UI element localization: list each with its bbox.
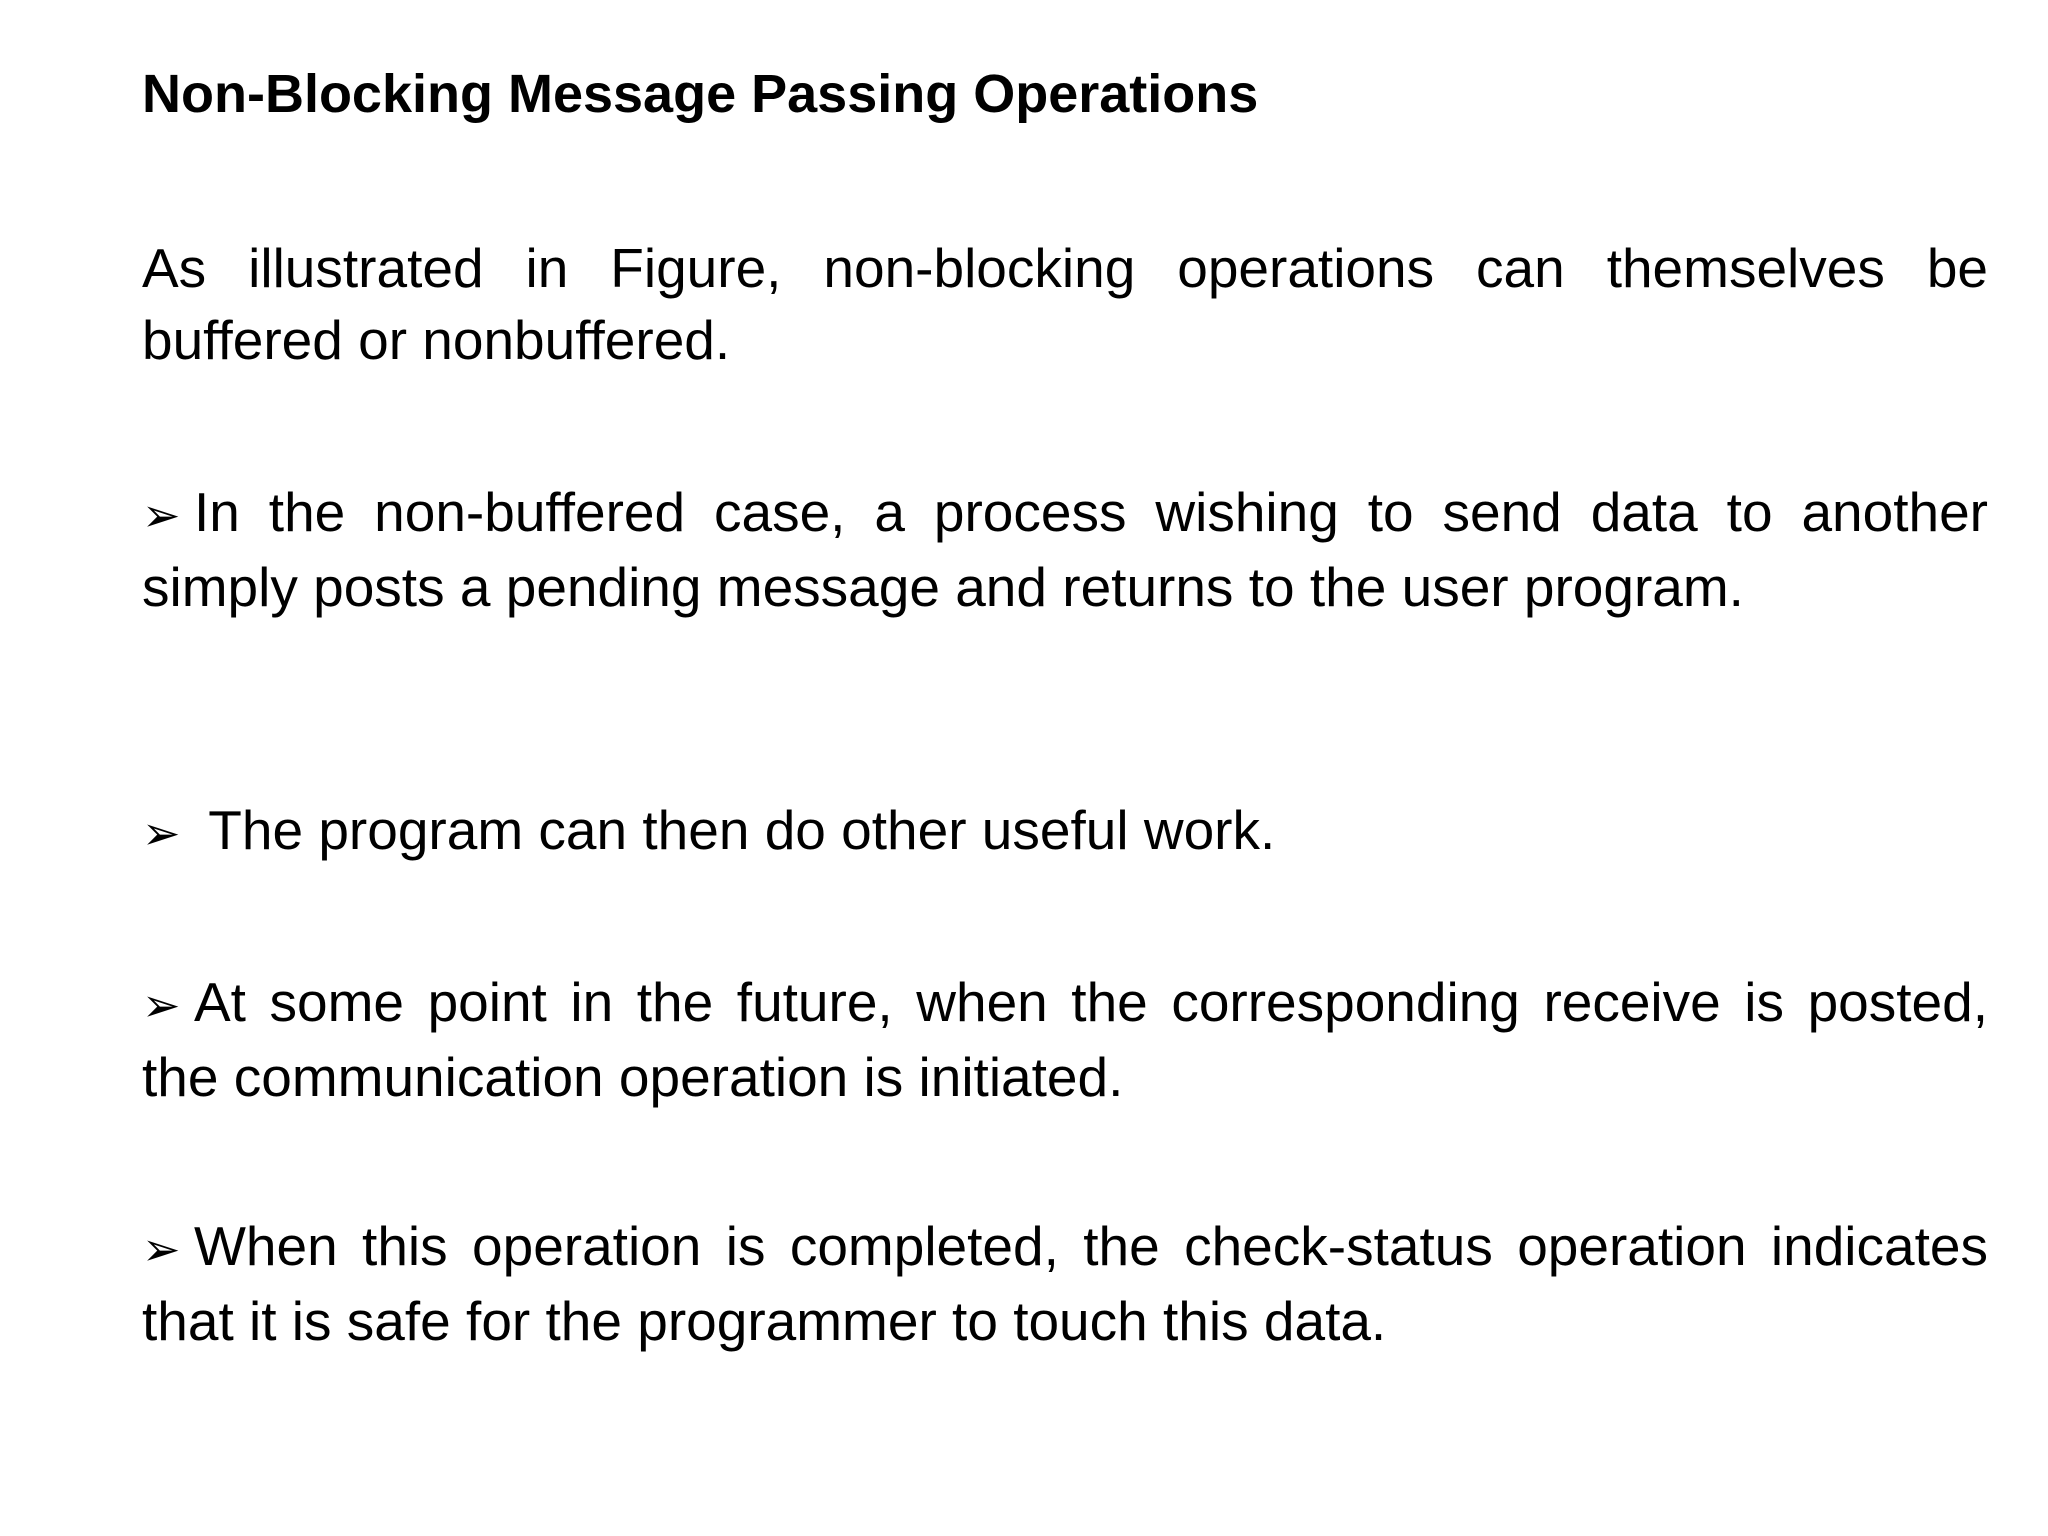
arrowhead-bullet-icon: ➢ [142, 1222, 181, 1276]
slide-title: Non-Blocking Message Passing Operations [142, 64, 1259, 124]
bullet-text: When this operation is completed, the check-status operation indicates that it is safe for the programmer to touch this data. [142, 1215, 1988, 1352]
bullet-text: In the non-buffered case, a process wishing to send data to another simply posts a pending message and returns to the user program. [142, 481, 1988, 618]
arrowhead-bullet-icon: ➢ [142, 488, 181, 542]
bullet-text: At some point in the future, when the corresponding receive is posted, the communication operation is initiated. [142, 971, 1988, 1108]
intro-paragraph: As illustrated in Figure, non-blocking operations can themselves be buffered or nonbuffered. [142, 237, 1988, 371]
bullet-item [142, 794, 1988, 869]
arrowhead-bullet-icon: ➢ [142, 978, 181, 1032]
bullet-item [142, 966, 1988, 1113]
arrowhead-bullet-icon: ➢ [142, 806, 181, 860]
bullet-item [142, 476, 1988, 623]
bullet-item [142, 1210, 1988, 1357]
bullet-text: The program can then do other useful work. [194, 799, 1276, 861]
